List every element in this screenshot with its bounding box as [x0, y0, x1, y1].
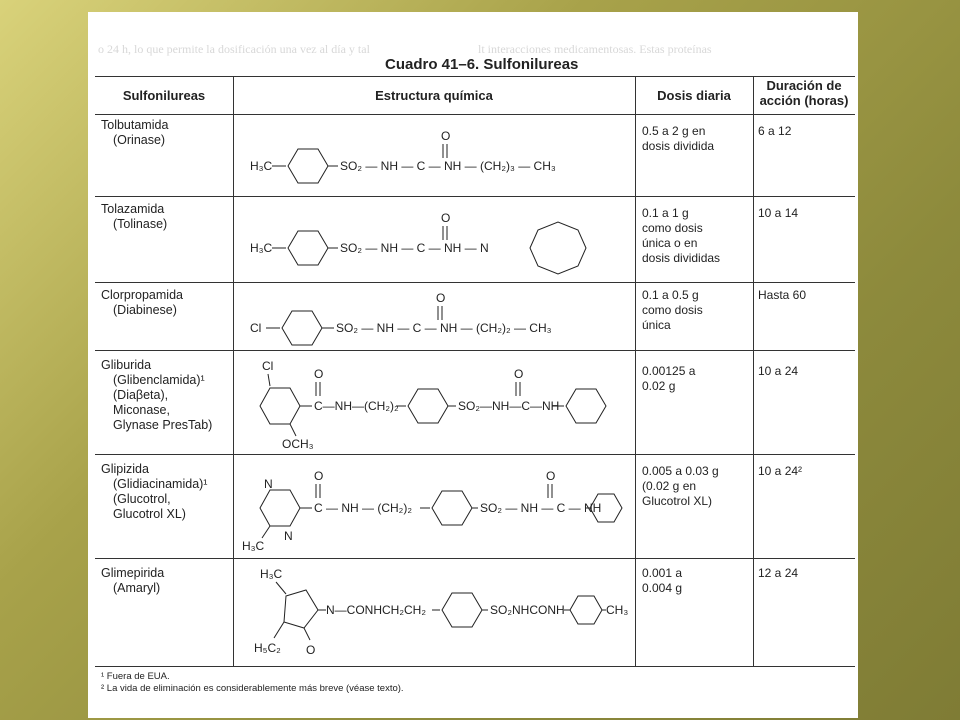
column-divider [233, 76, 234, 666]
svg-text:SO₂NHCONH: SO₂NHCONH [490, 603, 565, 617]
drug-name-cell: Clorpropamida (Diabinese) [101, 288, 183, 317]
structure-gliburida [240, 352, 630, 452]
svg-text:SO₂—NH—C—NH: SO₂—NH—C—NH [458, 399, 560, 413]
svg-text:Cl: Cl [262, 359, 274, 373]
structure-clorpropamida [240, 286, 630, 350]
svg-text:O: O [514, 367, 524, 381]
svg-text:O: O [314, 367, 324, 381]
header-duracion: Duración de acción (horas) [759, 78, 849, 108]
svg-text:SO₂ — NH — C — NH — N: SO₂ — NH — C — NH — N [340, 241, 489, 255]
duration-cell: Hasta 60 [758, 288, 807, 302]
dose-cell: 0.1 a 1 g como dosis única o en dosis divididas [642, 206, 721, 265]
column-divider [635, 76, 636, 666]
row-divider [95, 282, 855, 283]
svg-text:SO₂ — NH — C — NH — (CH₂)₂ — C: SO₂ — NH — C — NH — (CH₂)₂ — CH₃ [336, 321, 552, 335]
rule-bottom [95, 666, 855, 667]
dose-cell: 0.1 a 0.5 g como dosis única [642, 288, 703, 332]
svg-text:N: N [264, 477, 273, 491]
row-divider [95, 196, 855, 197]
rule-header [95, 114, 855, 115]
svg-text:H₃C: H₃C [250, 241, 273, 255]
drug-name-cell: Glimepirida (Amaryl) [101, 566, 165, 595]
svg-text:Cl: Cl [250, 321, 262, 335]
svg-text:H₃C: H₃C [242, 539, 265, 553]
svg-text:O: O [306, 643, 316, 657]
dose-cell: 0.005 a 0.03 g (0.02 g en Glucotrol XL) [642, 464, 719, 508]
svg-text:N—CONHCH₂CH₂: N—CONHCH₂CH₂ [326, 603, 426, 617]
svg-text:CH₃: CH₃ [606, 603, 629, 617]
rule-top [95, 76, 855, 77]
dose-cell: 0.001 a 0.004 g [642, 566, 683, 595]
bleed-through-text: lt interacciones medicamentosas. Estas proteínas [478, 42, 712, 56]
drug-name-cell: Tolbutamida (Orinase) [101, 118, 169, 147]
header-estructura: Estructura química [375, 88, 493, 103]
column-divider [753, 76, 754, 666]
svg-text:SO₂ — NH — C — NH — (CH₂)₃ — C: SO₂ — NH — C — NH — (CH₂)₃ — CH₃ [340, 159, 556, 173]
svg-text:O: O [314, 469, 324, 483]
duration-cell: 10 a 24 [758, 364, 799, 378]
bleed-through-text: o 24 h, lo que permite la dosificación una vez al día y tal [98, 42, 370, 56]
svg-text:O: O [436, 291, 446, 305]
svg-text:H₅C₂: H₅C₂ [254, 641, 281, 655]
svg-text:SO₂ — NH — C — NH: SO₂ — NH — C — NH [480, 501, 602, 515]
svg-text:H₃C: H₃C [250, 159, 273, 173]
svg-text:O: O [441, 211, 451, 225]
sulfonylurea-table [95, 54, 855, 694]
drug-name-cell: Tolazamida (Tolinase) [101, 202, 168, 231]
structure-tolazamida [240, 202, 630, 280]
duration-cell: 6 a 12 [758, 124, 792, 138]
structure-glipizida [240, 458, 630, 556]
duration-cell: 10 a 14 [758, 206, 799, 220]
header-dosis: Dosis diaria [657, 88, 731, 103]
svg-text:O: O [441, 129, 451, 143]
scanned-page [88, 12, 858, 718]
svg-text:OCH₃: OCH₃ [282, 437, 314, 451]
row-divider [95, 454, 855, 455]
drug-name-cell: Glipizida (Glidiacinamida)¹ (Glucotrol, Glucotrol XL) [101, 462, 208, 521]
row-divider [95, 558, 855, 559]
svg-text:N: N [284, 529, 293, 543]
row-divider [95, 350, 855, 351]
dose-cell: 0.00125 a 0.02 g [642, 364, 696, 393]
duration-cell: 10 a 24² [758, 464, 803, 478]
structure-tolbutamida [240, 122, 630, 188]
dose-cell: 0.5 a 2 g en dosis dividida [642, 124, 715, 153]
drug-name-cell: Gliburida (Glibenclamida)¹ (Diaβeta), Miconase, Glynase PresTab) [101, 358, 213, 432]
table-footnotes: ¹ Fuera de EUA. ² La vida de eliminación es considerablemente más breve (véase texto). [101, 671, 404, 694]
svg-text:O: O [546, 469, 556, 483]
header-sulfonilureas: Sulfonilureas [122, 88, 206, 103]
duration-cell: 12 a 24 [758, 566, 799, 580]
svg-text:C — NH — (CH₂)₂: C — NH — (CH₂)₂ [314, 501, 412, 515]
svg-text:C—NH—(CH₂)₂: C—NH—(CH₂)₂ [314, 399, 399, 413]
svg-text:H₃C: H₃C [260, 567, 283, 581]
table-title: Cuadro 41–6. Sulfonilureas [385, 56, 579, 73]
structure-glimepirida [240, 560, 630, 664]
